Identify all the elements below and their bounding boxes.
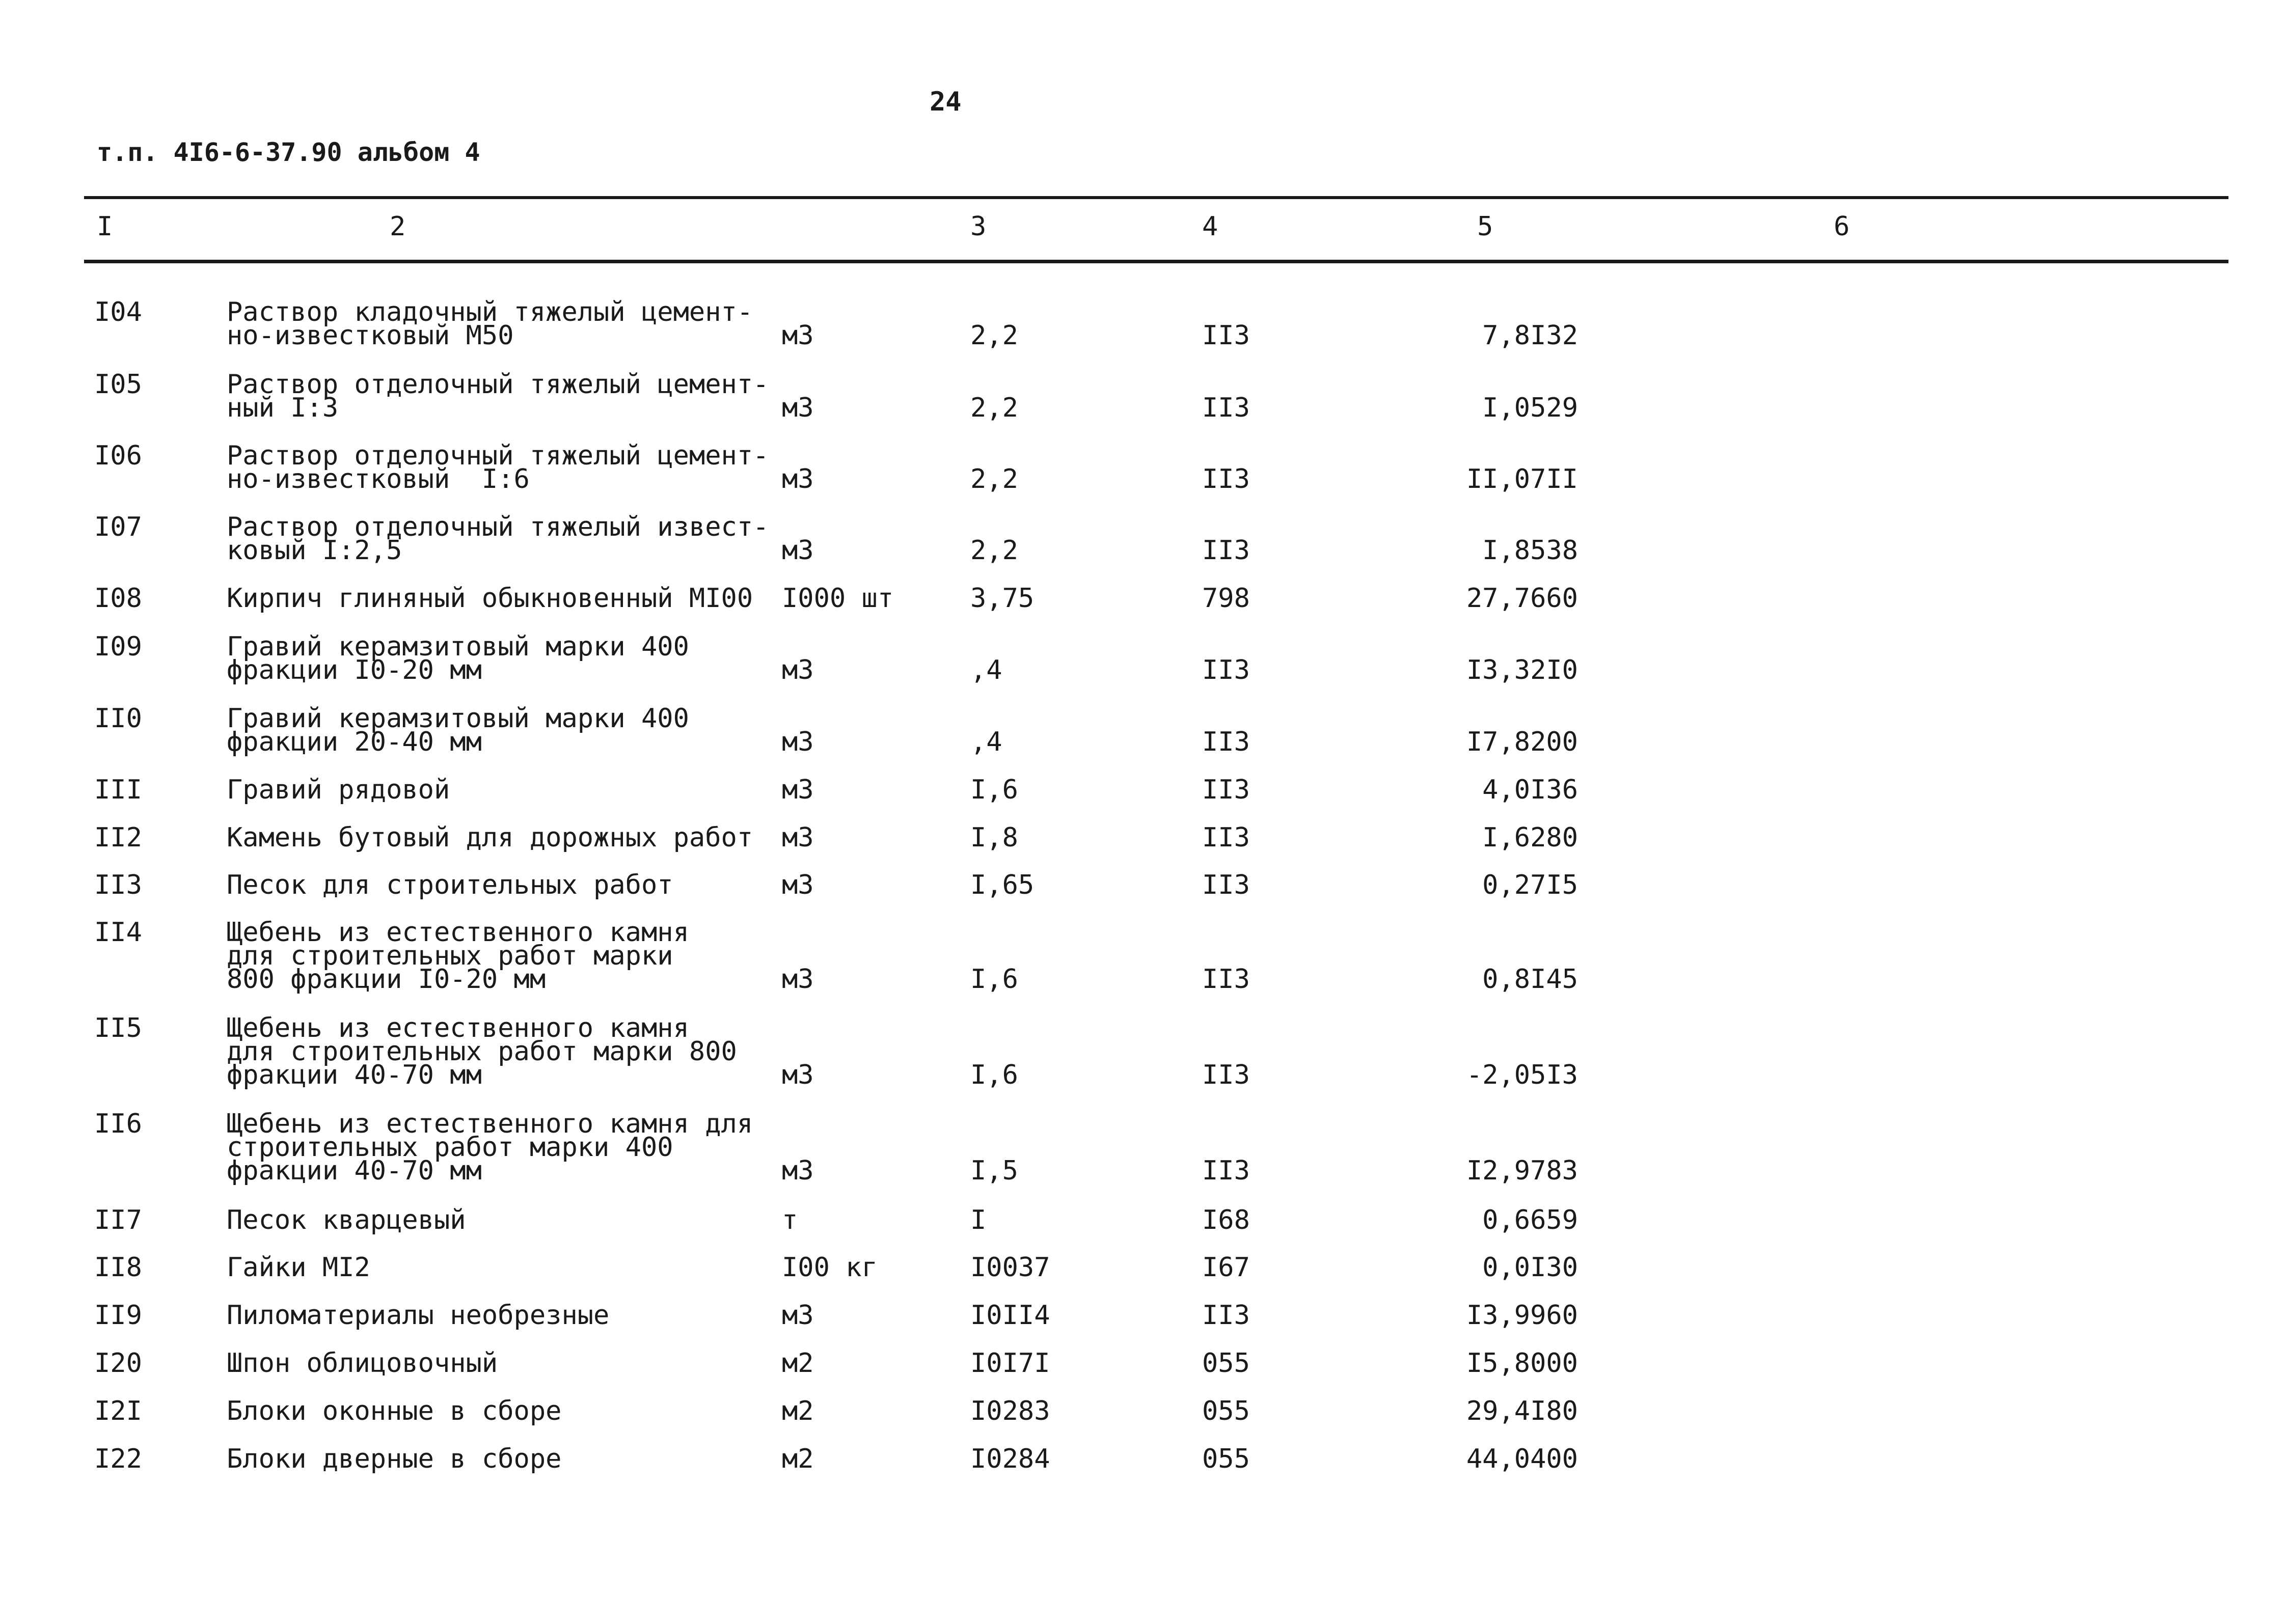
material-name: Блоки дверные в сборе xyxy=(227,1444,562,1474)
column-header-1: I xyxy=(97,211,113,242)
column-header-6: 6 xyxy=(1834,211,1850,242)
quantity: I,6 xyxy=(970,775,1018,805)
material-name: Кирпич глиняный обыкновенный МI00 xyxy=(227,583,753,614)
code: 055 xyxy=(1202,1444,1250,1474)
quantity: ,4 xyxy=(970,655,1002,685)
unit: м3 xyxy=(782,870,814,900)
unit: м3 xyxy=(782,535,814,566)
table-row xyxy=(0,1013,2286,1090)
unit: м3 xyxy=(782,1300,814,1331)
row-number: II5 xyxy=(94,1013,142,1043)
table-row xyxy=(0,369,2286,423)
price: I,6280 xyxy=(1482,822,1578,853)
code: II3 xyxy=(1202,464,1250,494)
price: I5,8000 xyxy=(1466,1348,1578,1379)
code: II3 xyxy=(1202,1300,1250,1331)
row-number: I05 xyxy=(94,369,142,400)
row-number: I2I xyxy=(94,1396,142,1426)
unit: м3 xyxy=(782,727,814,757)
row-number: II7 xyxy=(94,1205,142,1235)
material-name: Блоки оконные в сборе xyxy=(227,1396,562,1426)
unit: м3 xyxy=(782,1060,814,1090)
code: 055 xyxy=(1202,1396,1250,1426)
material-name: Раствор отделочный тяжелый цемент- ный I:3 xyxy=(227,369,769,423)
unit: м2 xyxy=(782,1444,814,1474)
unit: м3 xyxy=(782,1155,814,1186)
unit: т xyxy=(782,1205,798,1235)
unit: м3 xyxy=(782,320,814,351)
price: 0,8I45 xyxy=(1482,964,1578,995)
price: 0,27I5 xyxy=(1482,870,1578,900)
row-number: II2 xyxy=(94,822,142,853)
table-top-rule xyxy=(84,196,2228,199)
price: -2,05I3 xyxy=(1466,1060,1578,1090)
table-row xyxy=(0,1300,2286,1331)
code: II3 xyxy=(1202,320,1250,351)
quantity: I,6 xyxy=(970,964,1018,995)
price: I3,32I0 xyxy=(1466,655,1578,685)
quantity: I0283 xyxy=(970,1396,1050,1426)
material-name: Раствор кладочный тяжелый цемент- но-известковый М50 xyxy=(227,297,753,351)
quantity: 2,2 xyxy=(970,535,1018,566)
code: II3 xyxy=(1202,727,1250,757)
table-row xyxy=(0,1252,2286,1283)
code: II3 xyxy=(1202,1060,1250,1090)
row-number: II6 xyxy=(94,1109,142,1139)
material-name: Щебень из естественного камня для строительных работ марки 800 фракции I0-20 мм xyxy=(227,917,689,995)
material-name: Гравий керамзитовый марки 400 фракции I0-20 мм xyxy=(227,631,689,685)
table-row xyxy=(0,917,2286,995)
code: II3 xyxy=(1202,964,1250,995)
quantity: I,6 xyxy=(970,1060,1018,1090)
code: II3 xyxy=(1202,655,1250,685)
code: 798 xyxy=(1202,583,1250,614)
row-number: II3 xyxy=(94,870,142,900)
row-number: II4 xyxy=(94,917,142,948)
code: II3 xyxy=(1202,775,1250,805)
code: I67 xyxy=(1202,1252,1250,1283)
material-name: Пиломатериалы необрезные xyxy=(227,1300,610,1331)
row-number: II9 xyxy=(94,1300,142,1331)
unit: I00 кг xyxy=(782,1252,878,1283)
page-number: 24 xyxy=(930,87,962,117)
row-number: I07 xyxy=(94,512,142,542)
quantity: 2,2 xyxy=(970,464,1018,494)
quantity: I0284 xyxy=(970,1444,1050,1474)
column-header-4: 4 xyxy=(1202,211,1218,242)
material-name: Песок кварцевый xyxy=(227,1205,466,1235)
table-row xyxy=(0,1444,2286,1474)
table-row xyxy=(0,1348,2286,1379)
price: 44,0400 xyxy=(1466,1444,1578,1474)
quantity: I0I7I xyxy=(970,1348,1050,1379)
table-row xyxy=(0,775,2286,805)
row-number: II0 xyxy=(94,703,142,734)
row-number: I04 xyxy=(94,297,142,327)
price: I7,8200 xyxy=(1466,727,1578,757)
unit: I000 шт xyxy=(782,583,894,614)
quantity: I xyxy=(970,1205,987,1235)
price: 0,0I30 xyxy=(1482,1252,1578,1283)
table-row xyxy=(0,870,2286,900)
table-row xyxy=(0,297,2286,351)
material-name: Гравий керамзитовый марки 400 фракции 20-40 мм xyxy=(227,703,689,757)
table-row xyxy=(0,583,2286,614)
unit: м3 xyxy=(782,655,814,685)
material-name: Гайки МI2 xyxy=(227,1252,370,1283)
quantity: 3,75 xyxy=(970,583,1035,614)
document-reference: т.п. 4I6-6-37.90 альбом 4 xyxy=(97,137,480,167)
price: 4,0I36 xyxy=(1482,775,1578,805)
quantity: I,65 xyxy=(970,870,1035,900)
material-name: Гравий рядовой xyxy=(227,775,450,805)
code: II3 xyxy=(1202,535,1250,566)
material-name: Шпон облицовочный xyxy=(227,1348,498,1379)
table-row xyxy=(0,631,2286,685)
unit: м3 xyxy=(782,393,814,423)
price: 29,4I80 xyxy=(1466,1396,1578,1426)
code: 055 xyxy=(1202,1348,1250,1379)
table-row xyxy=(0,512,2286,566)
price: 27,7660 xyxy=(1466,583,1578,614)
table-header-rule xyxy=(84,260,2228,263)
material-name: Щебень из естественного камня для строительных работ марки 400 фракции 40-70 мм xyxy=(227,1109,753,1186)
price: I,0529 xyxy=(1482,393,1578,423)
unit: м3 xyxy=(782,464,814,494)
material-name: Песок для строительных работ xyxy=(227,870,673,900)
quantity: ,4 xyxy=(970,727,1002,757)
material-name: Щебень из естественного камня для строительных работ марки 800 фракции 40-70 мм xyxy=(227,1013,737,1090)
quantity: I0037 xyxy=(970,1252,1050,1283)
material-name: Раствор отделочный тяжелый цемент- но-известковый I:6 xyxy=(227,441,769,494)
quantity: I0II4 xyxy=(970,1300,1050,1331)
price: I,8538 xyxy=(1482,535,1578,566)
row-number: I09 xyxy=(94,631,142,662)
material-name: Раствор отделочный тяжелый извест- ковый I:2,5 xyxy=(227,512,769,566)
column-header-5: 5 xyxy=(1477,211,1493,242)
unit: м3 xyxy=(782,964,814,995)
unit: м2 xyxy=(782,1396,814,1426)
quantity: 2,2 xyxy=(970,320,1018,351)
row-number: I08 xyxy=(94,583,142,614)
row-number: III xyxy=(94,775,142,805)
price: II,07II xyxy=(1466,464,1578,494)
price: 0,6659 xyxy=(1482,1205,1578,1235)
row-number: I20 xyxy=(94,1348,142,1379)
code: II3 xyxy=(1202,822,1250,853)
quantity: 2,2 xyxy=(970,393,1018,423)
unit: м2 xyxy=(782,1348,814,1379)
row-number: I06 xyxy=(94,441,142,471)
code: I68 xyxy=(1202,1205,1250,1235)
table-row xyxy=(0,822,2286,853)
table-row xyxy=(0,1109,2286,1186)
code: II3 xyxy=(1202,870,1250,900)
row-number: II8 xyxy=(94,1252,142,1283)
unit: м3 xyxy=(782,822,814,853)
quantity: I,5 xyxy=(970,1155,1018,1186)
table-row xyxy=(0,703,2286,757)
unit: м3 xyxy=(782,775,814,805)
row-number: I22 xyxy=(94,1444,142,1474)
price: I2,9783 xyxy=(1466,1155,1578,1186)
table-row xyxy=(0,441,2286,494)
table-row xyxy=(0,1396,2286,1426)
code: II3 xyxy=(1202,393,1250,423)
quantity: I,8 xyxy=(970,822,1018,853)
column-header-2: 2 xyxy=(390,211,406,242)
price: I3,9960 xyxy=(1466,1300,1578,1331)
code: II3 xyxy=(1202,1155,1250,1186)
table-row xyxy=(0,1205,2286,1235)
price: 7,8I32 xyxy=(1482,320,1578,351)
material-name: Камень бутовый для дорожных работ xyxy=(227,822,753,853)
column-header-3: 3 xyxy=(970,211,987,242)
